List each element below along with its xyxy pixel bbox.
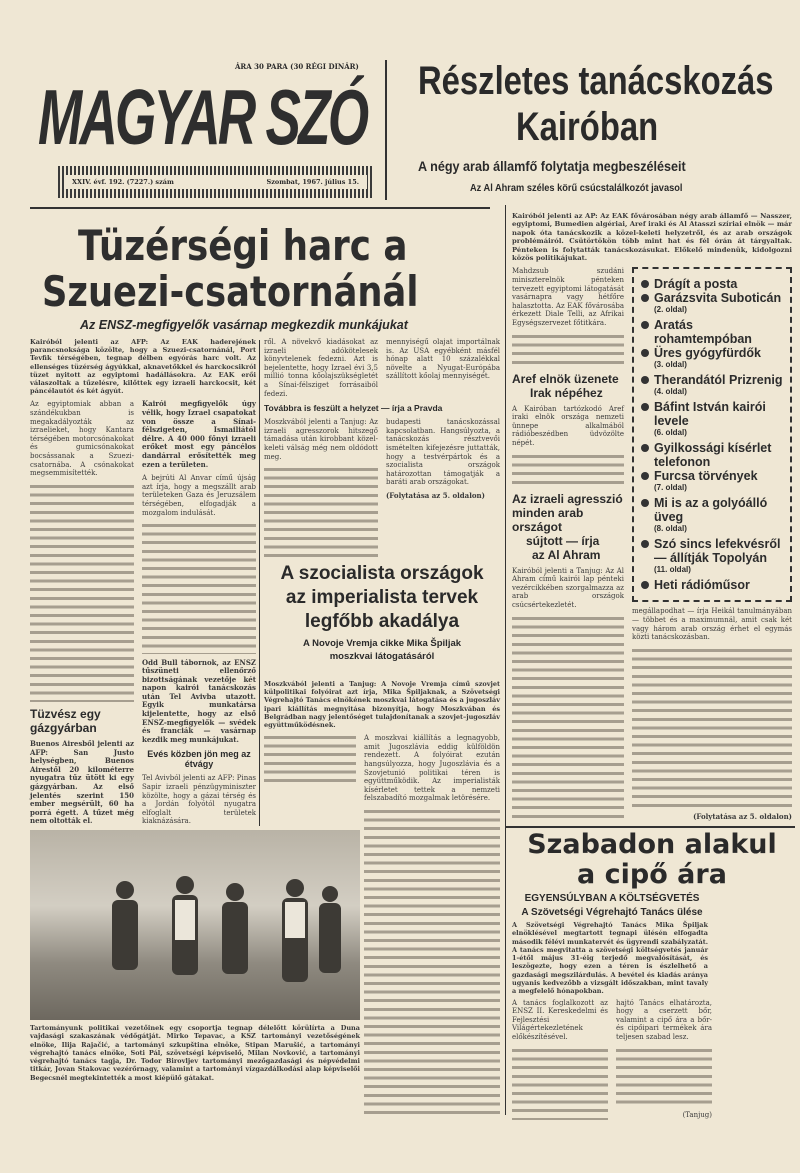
top-subhead-2: Az Al Ahram széles körű csúcstalálkozót javasol — [470, 182, 683, 194]
main-lead: Kairóból jelenti az AFP: Az EAK haderejének parancsnoksága közölte, hogy a Szuezi-csatornánál, Port Tevfik térségében, tegnap délben egyórás harc volt. Az ellenséges tüzérség ágyúkkal, aknavetőkkel és harckocsikról tüzet nyitott az egyiptomi hadállásokra. Az EAK erői válaszoltak a tűzelésre, kilőttek egy izraeli harckocsit, két páncélautót és két ágyút. — [30, 338, 256, 396]
contents-page-ref: (8. oldal) — [654, 524, 687, 534]
aref-text: A Kairóban tartózkodó Aref iraki elnök országa nemzeti ünnepe alkalmából rádióbeszédben üdvözölte népét. — [512, 404, 624, 447]
text-block — [512, 333, 624, 367]
shoe-story — [512, 830, 792, 1120]
contents-page-ref: (11. oldal) — [654, 565, 691, 575]
top-story-body: Mahdzsub szudáni miniszterelnök pénteken tervezett egyiptomi látogatását vasárnapra vagy hétfőre halasztotta. Az EAK fővárosába érkezett Diale Telli, az Afrikai Egységszervezet főtitkára. — [512, 267, 624, 327]
socialist-text: A moszkvai kiállítás a legnagyobb, amit Jugoszlávia eddig külföldön rendezett. A folyóirat ezután hangsúlyozza, hogy Jugoszlávia és a Szovjetunió politikai téren is együttműködik. Az imperialisták kísérletet tettek a nemzeti felszabadító mozgalmak letörésére. — [364, 734, 500, 803]
shoe-text: A tanács foglalkozott az ENSZ II. Kereskedelmi és Fejlesztési Világértekezletének előkészítésével. — [512, 998, 608, 1042]
column-rule — [259, 340, 260, 826]
contents-box — [632, 267, 792, 602]
ahram-side-text: megállapodhat — írja Heikál tanulmányában — többet és a maximumnál, amit csak két vagy három arab ország érhet el egymás közti tanácskozásban. — [632, 607, 792, 642]
appetite-text: Tel Avivból jelenti az AFP: Pinas Sapir izraeli pénzügyminiszter közölte, hogy a gázai térség és a Jordán folyótól nyugatra elfoglalt területek kiaknázására. — [142, 774, 256, 826]
text-block — [616, 1047, 712, 1107]
ahram-headline-1: Az izraeli agresszió — [512, 491, 623, 506]
odd-bull-text: Odd Bull tábornok, az ENSZ tűszüneti ellenőrző bizottságának vezetője két napon kairói tanácskozás után Tel Avivba utazott. Egyik munkatársa kijelentette, hogy az első ENSZ-megfigyelők — svédek és franciák — vasárnap kezdik meg munkájukat. — [142, 657, 256, 744]
top-story-lead: Kairóból jelenti az AP: Az EAK fővárosában négy arab államfő — Nasszer, egyiptomi, Bumedien algériai, Aref iraki és Al Atasszi szíriai elnök — már napok óta tanácskozik a közel-keleti helyzetről, és az arab országok problémáiról. Csütörtökön több mint hat és fél órán át tárgyaltak. Pénteken is folytatták tanácskozásukat. Előkelő mindenük, kidolgozni közös politikájukat. — [512, 212, 792, 263]
shoe-text-2: hajtó Tanács elhatározta, hogy a cserzett bőr, valamint a cipő ára a bőr- és cipőipari termékek ára teljesen szabad lesz. — [616, 998, 712, 1042]
issue-date: Szombat, 1967. július 15. — [266, 178, 359, 186]
text-block — [512, 1047, 608, 1120]
aref-headline-1: Aref elnök üzenete — [512, 371, 619, 386]
socialist-headline-3: legfőbb akadálya — [304, 611, 460, 632]
text-block — [264, 734, 356, 784]
ahram-headline-2: minden arab országot — [512, 505, 584, 534]
contents-page-ref: (2. oldal) — [654, 305, 687, 315]
contents-item: Gyilkossági kísérlet telefonon — [640, 441, 784, 469]
socialist-subhead-2: moszkvai látogatásáról — [329, 651, 435, 662]
ahram-headline-3: sújtott — írja — [526, 533, 600, 548]
contents-item: Therandától Prizrenig — [640, 373, 784, 387]
shoe-rule — [505, 826, 795, 828]
contents-item: Üres gyógyfürdők — [640, 346, 784, 360]
contents-item: Heti rádióműsor — [640, 578, 784, 592]
contents-item: Szó sincs lefekvésről — állítják Topolyán — [640, 537, 784, 565]
contents-item: Drágít a posta — [640, 277, 784, 291]
ahram-text: Kairóból jelenti a Tanjug: Az Al Ahram című kairói lap pénteki vezércikkében szorgalmazza az arab országok csúcsértekezletét. — [512, 566, 624, 609]
top-headline-1: Részletes tanácskozás — [418, 59, 774, 103]
pravda-headline: Továbbra is feszült a helyzet — írja a Pravda — [264, 403, 443, 414]
header-rule — [30, 207, 490, 209]
contents-page-ref: (6. oldal) — [654, 428, 687, 438]
pravda-text-2: budapesti tanácskozással kapcsolatban. Hangsúlyozta, a tanácskozás résztvevői ismételten kifejezésre juttatták, hogy a testvérpártok és a szocialista országok határozottan támogatják a baráti arab országokat. — [386, 418, 500, 487]
main-subhead: Az ENSZ-megfigyelők vasárnap megkezdik munkájukat — [80, 318, 408, 332]
socialist-headline-2: az imperialista tervek — [285, 587, 479, 608]
photo-caption: Tartományunk politikai vezetőinek egy csoportja tegnap délelőtt körülírta a Duna vajdasági szakaszának védőgátját. Mirko Tepavac, a KSZ tartományi vezetőségének elnöke, Ilija Rajačić, a tartományi szkupština elnöke, Stipan Marušić, a tartományi végrehajtó tanács elnöke, Soti Pál, szövetségi képviselő, Milan Novković, a tartományi végrehajtó tanács tagja, Dr. Todor Birovljev tartományi mezőgazdasági és népvédelmi titkár, Jovan Stakovac vezérőrnagy, valamint a tartományi vízgazdálkodási alap képviselői Begecsnél megtekintették a most kiépülő gátakat. — [30, 1024, 360, 1082]
contents-page-ref: (3. oldal) — [654, 360, 687, 370]
main-col2: Kairói megfigyelők úgy vélik, hogy Izrael csapatokat von össze a Sínai-félszigeten, Ismailiától délre. A 40 000 főnyi izraeli erőket most egy páncélos dandárral erősítették meg ezen a területen. — [142, 399, 256, 469]
socialist-lead: Moszkvából jelenti a Tanjug: A Novoje Vremja című szovjet külpolitikai folyóirat azt írja, Mika Špiljaknak, a Szövetségi Végrehajtó Tanács elnökének moszkvai látogatása és a jugoszláv ipari kiállítás megnyitása bizonyítja, hogy Moszkvában és Belgrádban nagy jelentőséget tulajdonítanak a szovjet–jugoszláv együttműködésnek. — [264, 680, 500, 730]
contents-item: Furcsa törvények — [640, 469, 784, 483]
text-block — [632, 647, 792, 809]
contents-page-ref: (7. oldal) — [654, 483, 687, 493]
contents-item: Garázsvita Suboticán — [640, 291, 784, 305]
issue-number: XXIV. évf. 192. (7227.) szám — [72, 178, 174, 186]
right-column — [512, 212, 792, 822]
fire-text: Buenos Airesből jelenti az AFP: San Justo helységben, Buenos Airestől 20 kilométerre nyugatra tűz ütött ki egy gázgyárban. Az első jelentés szerint 150 ember megsérült, 60 ha porrá égett. A tűzet még nem oltották el. — [30, 739, 134, 826]
contents-item: Mi is az a golyóálló üveg — [640, 496, 784, 524]
fire-headline: Tüzvész egy gázgyárban — [30, 707, 101, 736]
text-block — [512, 615, 624, 822]
main-continued: (Folytatása az 5. oldalon) — [386, 490, 485, 500]
main-headline-1: Tüzérségi harc a — [78, 221, 408, 270]
socialist-headline-1: A szocialista országok — [280, 563, 484, 584]
ahram-headline-4: az Al Ahram — [532, 547, 601, 562]
main-col4: mennyiségű olajat importálnak is. Az USA egyébként másfél hónap alatt 10 százalékkal növelte a Nyugat-Európába szállított kőolaj mennyiségét. — [386, 338, 500, 381]
date-bar — [58, 166, 373, 198]
text-block — [512, 453, 624, 487]
news-photo — [30, 830, 360, 1020]
text-block — [364, 808, 500, 1115]
newspaper-logo: MAGYAR SZÓ — [38, 73, 367, 161]
people-silhouettes-icon — [30, 830, 360, 1020]
shoe-subhead-1: EGYENSÚLYBAN A KÖLTSÉGVETÉS — [524, 893, 700, 904]
socialist-subhead-1: A Novoje Vremja cikke Mika Špiljak — [302, 638, 462, 649]
socialist-headlines — [264, 562, 500, 663]
appetite-headline: Evés közben jön meg az étvágy — [147, 749, 251, 770]
main-col3: ről. A növekvő kiadásokat az izraeli adókötelesek könyvtelenek fedezni. Azt is bejelentette, hogy Izrael évi 3,5 millió tonna kőolajszükségletét a Sínai-félsziget forrásaiból fedezi. — [264, 338, 378, 398]
shoe-subhead-2: A Szövetségi Végrehajtó Tanács ülése — [521, 907, 703, 918]
top-headline-2: Kairóban — [516, 105, 659, 149]
main-left-columns — [30, 338, 256, 826]
masthead-divider — [385, 60, 387, 200]
shoe-headline-2: a cipő ára — [577, 859, 727, 890]
text-block — [30, 483, 134, 702]
aref-headline-2: Irak népéhez — [530, 385, 603, 400]
contents-page-ref: (4. oldal) — [654, 387, 687, 397]
price-line: ÁRA 30 PARA (30 RÉGI DINÁR) — [235, 62, 359, 71]
pravda-text: Moszkvából jelenti a Tanjug: Az izraeli agresszorok hitszegő támadása után kirobbant közel-keleti válság még nem oldódott meg. — [264, 418, 378, 461]
top-subhead: A négy arab államfő folytatja megbeszéléseit — [418, 158, 686, 174]
shoe-headline-1: Szabadon alakul — [527, 829, 777, 860]
text-block — [264, 466, 378, 558]
bejrut-text: A bejrúti Al Anvar című újság azt írja, hogy a megszállt arab területeken Gaza és Jeruzsálem térségében, elfogadják a mozgalom indulását. — [142, 474, 256, 517]
contents-item: Báfint István kairói levele — [640, 400, 784, 428]
contents-item: Aratás rohamtempóban — [640, 318, 784, 346]
text-block — [142, 522, 256, 653]
column-rule — [505, 205, 506, 1115]
main-col1: Az egyiptomiak abban a szándékukban is megakadályozták az izraelieket, hogy Kantara térségében motorcsónakokat és gumicsónakokat bocsássanak a Szuezi-csatornába. A csónakokat megsemmisítették. — [30, 400, 134, 478]
main-headline-2: Szuezi-csatornánál — [42, 267, 419, 316]
ahram-continued: (Folytatása az 5. oldalon) — [693, 812, 792, 822]
main-middle-columns — [264, 338, 500, 558]
shoe-lead: A Szövetségi Végrehajtó Tanács Mika Špiljak elnöklésével megtartott tegnapi ülésén elfogadta második félévi munkatervét és ügyrendi szabályzatát. A tanács megvitatta a szövetségi költségvetés január 1-étől május 31-éig terjedő megvalósítását, és leszögezte, hogy ezen a téren is észlelhető a gazdasági megszilárdulás. A bevétel és kiadás aránya ugyanis kedvezőbb a vizsgált időszakban, mint tavaly a megfelelő hónapokban. — [512, 921, 708, 996]
shoe-signature: (Tanjug) — [682, 1111, 712, 1120]
